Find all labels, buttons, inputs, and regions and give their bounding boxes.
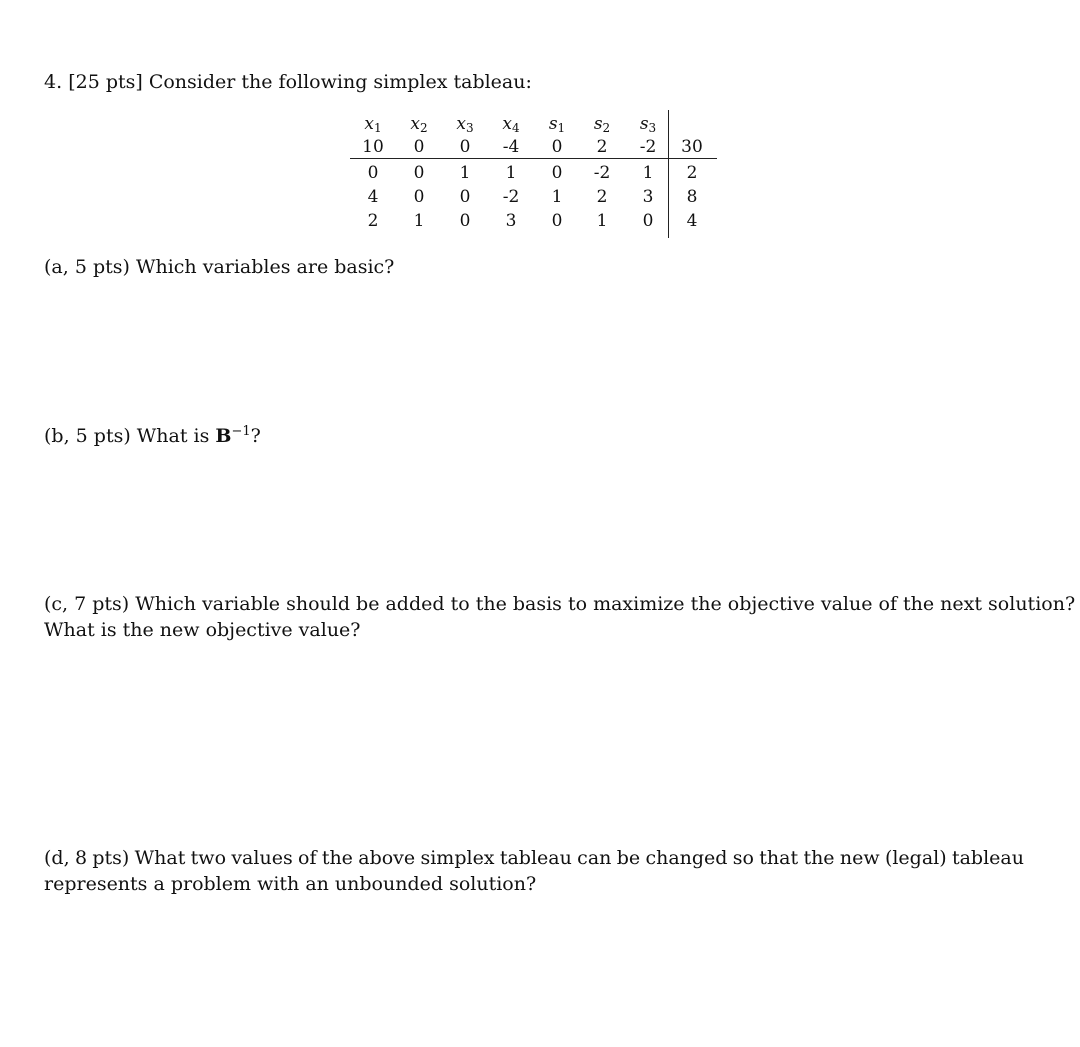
tableau-header-x4: $x_4$ xyxy=(502,114,520,135)
question-d-word: new xyxy=(839,847,880,869)
problem-points: [25 pts] xyxy=(68,71,143,93)
tableau-constraint-row-1-cell: 1 xyxy=(642,163,654,183)
question-d-line-2: represents a problem with an unbounded solution? xyxy=(44,873,537,895)
tableau-objective-row-cell: 0 xyxy=(413,137,425,157)
question-d-word: be xyxy=(616,847,641,869)
tableau-header-s1: $s_1$ xyxy=(548,114,566,135)
tableau-constraint-row-1-cell: 1 xyxy=(505,163,517,183)
question-d-word: values xyxy=(231,847,293,869)
tableau-header-x1: $x_1$ xyxy=(364,114,382,135)
question-d-word: that xyxy=(759,847,799,869)
tableau-constraint-row-3-cell: 2 xyxy=(367,211,379,231)
question-d-word: tableau xyxy=(499,847,572,869)
problem-heading xyxy=(44,70,532,94)
tableau-constraint-row-1-cell: 0 xyxy=(413,163,425,183)
tableau-objective-row-cell: 0 xyxy=(459,137,471,157)
question-b xyxy=(44,424,261,448)
question-d-word: can xyxy=(577,847,612,869)
tableau-constraint-row-1-cell: 0 xyxy=(551,163,563,183)
question-d-word: tableau xyxy=(951,847,1024,869)
tableau-objective-row-cell: 0 xyxy=(551,137,563,157)
tableau-objective-row-cell: 10 xyxy=(362,137,384,157)
question-d-word: (legal) xyxy=(884,847,947,869)
question-d-word: the xyxy=(803,847,835,869)
tableau-constraint-row-3-cell: 1 xyxy=(413,211,425,231)
tableau-constraint-row-3-cell: 1 xyxy=(596,211,608,231)
tableau-objective-row-cell: 2 xyxy=(596,137,608,157)
question-c-line-1: (c, 7 pts) Which variable should be added to the basis to maximize the objective value of the next solution? xyxy=(44,593,1076,615)
question-d-word: simplex xyxy=(420,847,495,869)
tableau-constraint-row-2-cell: 3 xyxy=(642,187,654,207)
question-b-suffix: ? xyxy=(250,425,261,447)
question-c-line-2: What is the new objective value? xyxy=(44,619,361,641)
tableau-constraint-row-3-cell: 3 xyxy=(505,211,517,231)
question-d-word: What xyxy=(134,847,186,869)
question-d-word: two xyxy=(190,847,227,869)
tableau-constraint-row-3-cell: 0 xyxy=(459,211,471,231)
question-d-word: above xyxy=(358,847,416,869)
tableau-header-x2: $x_2$ xyxy=(410,114,428,135)
matrix-b-exponent: −1 xyxy=(231,424,251,439)
question-d-word: so xyxy=(732,847,754,869)
simplex-tableau xyxy=(350,110,720,240)
problem-number: 4. xyxy=(44,71,63,93)
tableau-constraint-row-1-cell: 2 xyxy=(686,163,698,183)
tableau-constraint-row-2-cell: 0 xyxy=(459,187,471,207)
question-b-text: (b, 5 pts) What is xyxy=(44,425,216,447)
question-d-word: (d, xyxy=(44,847,70,869)
tableau-constraint-row-2-cell: 1 xyxy=(551,187,563,207)
question-d-line-1 xyxy=(44,846,1024,870)
question-d-word: the xyxy=(321,847,353,869)
tableau-constraint-row-2-cell: 2 xyxy=(596,187,608,207)
question-d-word: 8 xyxy=(74,847,88,869)
tableau-constraint-row-2-cell: -2 xyxy=(502,187,520,207)
tableau-constraint-row-3-cell: 0 xyxy=(551,211,563,231)
question-d-word: pts) xyxy=(92,847,130,869)
tableau-horizontal-rule xyxy=(350,158,717,159)
tableau-objective-row-cell: 30 xyxy=(681,137,703,157)
tableau-constraint-row-2-cell: 4 xyxy=(367,187,379,207)
tableau-constraint-row-1-cell: 0 xyxy=(367,163,379,183)
tableau-constraint-row-1-cell: 1 xyxy=(459,163,471,183)
question-d-word: of xyxy=(298,847,317,869)
problem-prompt: Consider the following simplex tableau: xyxy=(148,71,532,93)
question-a: (a, 5 pts) Which variables are basic? xyxy=(44,256,395,278)
tableau-header-s2: $s_2$ xyxy=(593,114,611,135)
tableau-constraint-row-3-cell: 0 xyxy=(642,211,654,231)
tableau-objective-row-cell: -4 xyxy=(502,137,520,157)
tableau-constraint-row-3-cell: 4 xyxy=(686,211,698,231)
tableau-constraint-row-2-cell: 8 xyxy=(686,187,698,207)
matrix-b-symbol: B xyxy=(215,425,232,447)
tableau-constraint-row-2-cell: 0 xyxy=(413,187,425,207)
tableau-objective-row-cell: -2 xyxy=(639,137,657,157)
tableau-header-s3: $s_3$ xyxy=(639,114,657,135)
tableau-header-x3: $x_3$ xyxy=(456,114,474,135)
question-d-word: changed xyxy=(645,847,728,869)
tableau-constraint-row-1-cell: -2 xyxy=(593,163,611,183)
